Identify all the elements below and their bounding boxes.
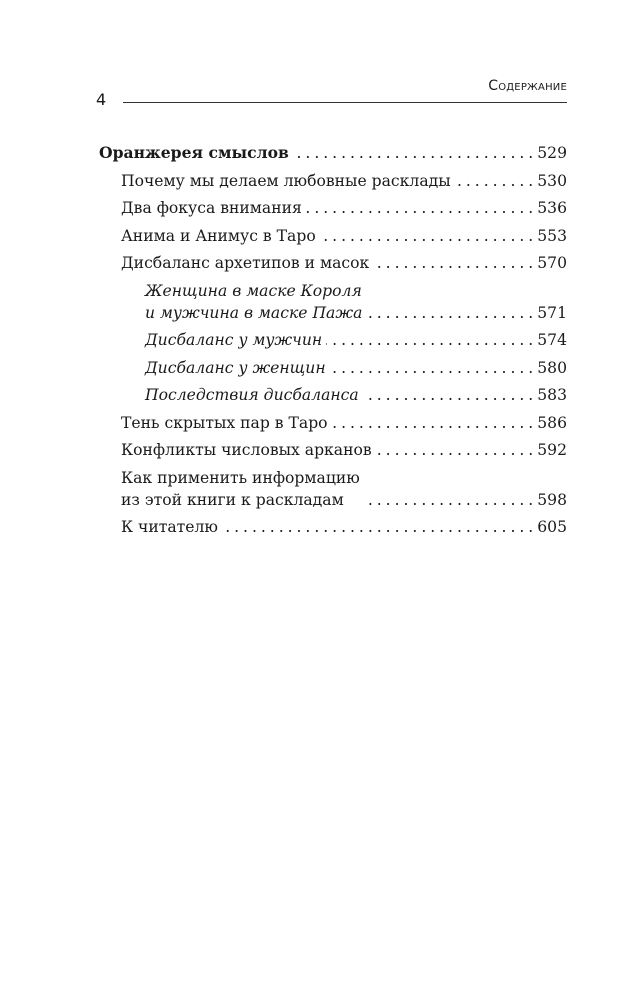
toc-entry <box>99 439 567 461</box>
dot-leader <box>455 170 534 192</box>
toc-entry-title: Дисбаланс у женщин <box>145 358 326 377</box>
dot-leader <box>330 357 534 379</box>
toc-entry-title: Конфликты числовых арканов <box>121 441 372 459</box>
toc-entry-page: 529 <box>537 144 567 162</box>
page-number: 4 <box>96 90 107 109</box>
table-of-contents <box>99 142 567 544</box>
toc-entry <box>99 516 567 538</box>
toc-entry <box>99 357 567 379</box>
toc-entry-page: 536 <box>537 199 567 217</box>
toc-entry-title: Оранжерея смыслов <box>99 143 289 162</box>
dot-leader <box>376 439 534 461</box>
toc-entry <box>99 142 567 164</box>
toc-entry-title: Анима и Анимус в Таро <box>121 226 316 245</box>
toc-entry <box>99 329 567 351</box>
toc-entry-title: Тень скрытых пар в Таро <box>121 413 328 432</box>
dot-leader <box>373 252 533 274</box>
toc-entry-title: К читателю <box>121 518 218 536</box>
dot-leader <box>363 384 534 406</box>
dot-leader <box>332 412 534 434</box>
toc-entry-page: 530 <box>537 171 567 190</box>
dot-leader <box>366 302 533 324</box>
dot-leader <box>320 225 534 247</box>
toc-entry <box>99 197 567 219</box>
dot-leader <box>222 516 533 538</box>
toc-entry-page: 570 <box>537 254 567 272</box>
toc-entry-page: 571 <box>537 303 567 322</box>
toc-entry-page: 586 <box>537 413 567 432</box>
toc-entry <box>99 412 567 434</box>
toc-entry-title: Последствия дисбаланса <box>145 386 359 404</box>
toc-entry <box>99 170 567 192</box>
toc-entry-page: 598 <box>537 490 567 509</box>
toc-entry-title: Два фокуса внимания <box>121 199 302 217</box>
toc-entry <box>99 252 567 274</box>
toc-entry-page: 580 <box>537 358 567 377</box>
running-title: Содержание <box>488 78 567 94</box>
toc-entry-title: Дисбаланс у мужчин <box>145 331 323 349</box>
toc-entry-title: Как применить информацию из этой книги к раскладам <box>121 468 360 509</box>
toc-entry-page: 592 <box>537 441 567 459</box>
toc-entry-title: Женщина в маске Короля и мужчина в маске Пажа <box>145 281 363 322</box>
toc-entry <box>99 225 567 247</box>
toc-entry-page: 574 <box>537 331 567 349</box>
dot-leader <box>293 142 533 164</box>
dot-leader <box>306 197 533 219</box>
dot-leader <box>364 489 533 511</box>
toc-entry-page: 553 <box>537 226 567 245</box>
toc-entry <box>99 467 567 511</box>
toc-entry-title: Почему мы делаем любовные расклады <box>121 171 451 190</box>
dot-leader <box>326 329 533 351</box>
toc-entry <box>99 384 567 406</box>
toc-entry-page: 583 <box>537 386 567 404</box>
toc-entry <box>99 280 567 324</box>
header-rule <box>123 102 567 103</box>
toc-entry-title: Дисбаланс архетипов и масок <box>121 254 370 272</box>
toc-entry-page: 605 <box>537 518 567 536</box>
